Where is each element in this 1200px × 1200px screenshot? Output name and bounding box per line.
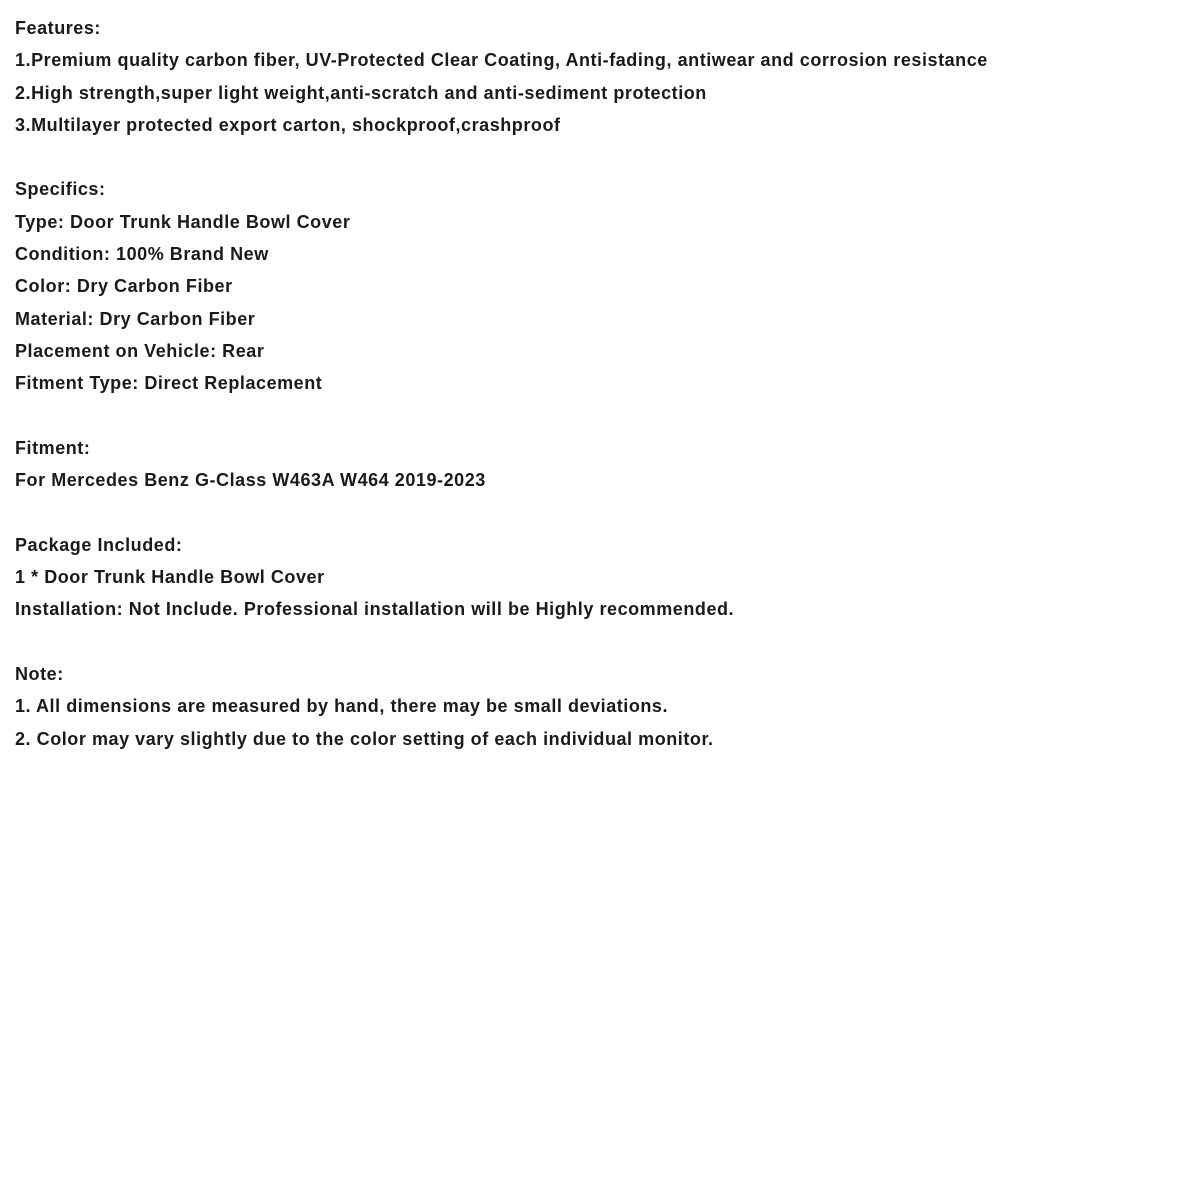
package-item: 1 * Door Trunk Handle Bowl Cover xyxy=(15,567,325,588)
note-item: 2. Color may vary slightly due to the color setting of each individual monitor. xyxy=(15,728,714,749)
feature-item: 2.High strength,super light weight,anti-scratch and anti-sediment protection xyxy=(15,82,707,103)
feature-item: 1.Premium quality carbon fiber, UV-Protected Clear Coating, Anti-fading, antiwear and corrosion resistance xyxy=(15,50,988,71)
product-description xyxy=(15,12,1185,787)
note-item: 1. All dimensions are measured by hand, there may be small deviations. xyxy=(15,696,669,717)
spec-condition: Condition: 100% Brand New xyxy=(15,244,269,265)
spec-material: Material: Dry Carbon Fiber xyxy=(15,308,256,329)
installation-note: Installation: Not Include. Professional installation will be Highly recommended. xyxy=(15,599,735,620)
fitment-vehicle: For Mercedes Benz G-Class W463A W464 2019-2023 xyxy=(15,470,486,491)
spec-placement: Placement on Vehicle: Rear xyxy=(15,340,265,361)
features-heading: Features: xyxy=(15,18,101,38)
fitment-section xyxy=(15,432,1185,497)
specifics-heading: Specifics: xyxy=(15,179,106,200)
note-heading: Note: xyxy=(15,663,64,684)
spec-type: Type: Door Trunk Handle Bowl Cover xyxy=(15,211,351,232)
feature-item: 3.Multilayer protected export carton, shockproof,crashproof xyxy=(15,114,561,135)
package-heading: Package Included: xyxy=(15,534,183,555)
fitment-heading: Fitment: xyxy=(15,437,91,458)
spec-fitment-type: Fitment Type: Direct Replacement xyxy=(15,373,323,394)
specifics-section xyxy=(15,173,1185,399)
features-section xyxy=(15,12,1185,141)
package-section xyxy=(15,529,1185,626)
note-section xyxy=(15,658,1185,755)
spec-color: Color: Dry Carbon Fiber xyxy=(15,276,233,297)
